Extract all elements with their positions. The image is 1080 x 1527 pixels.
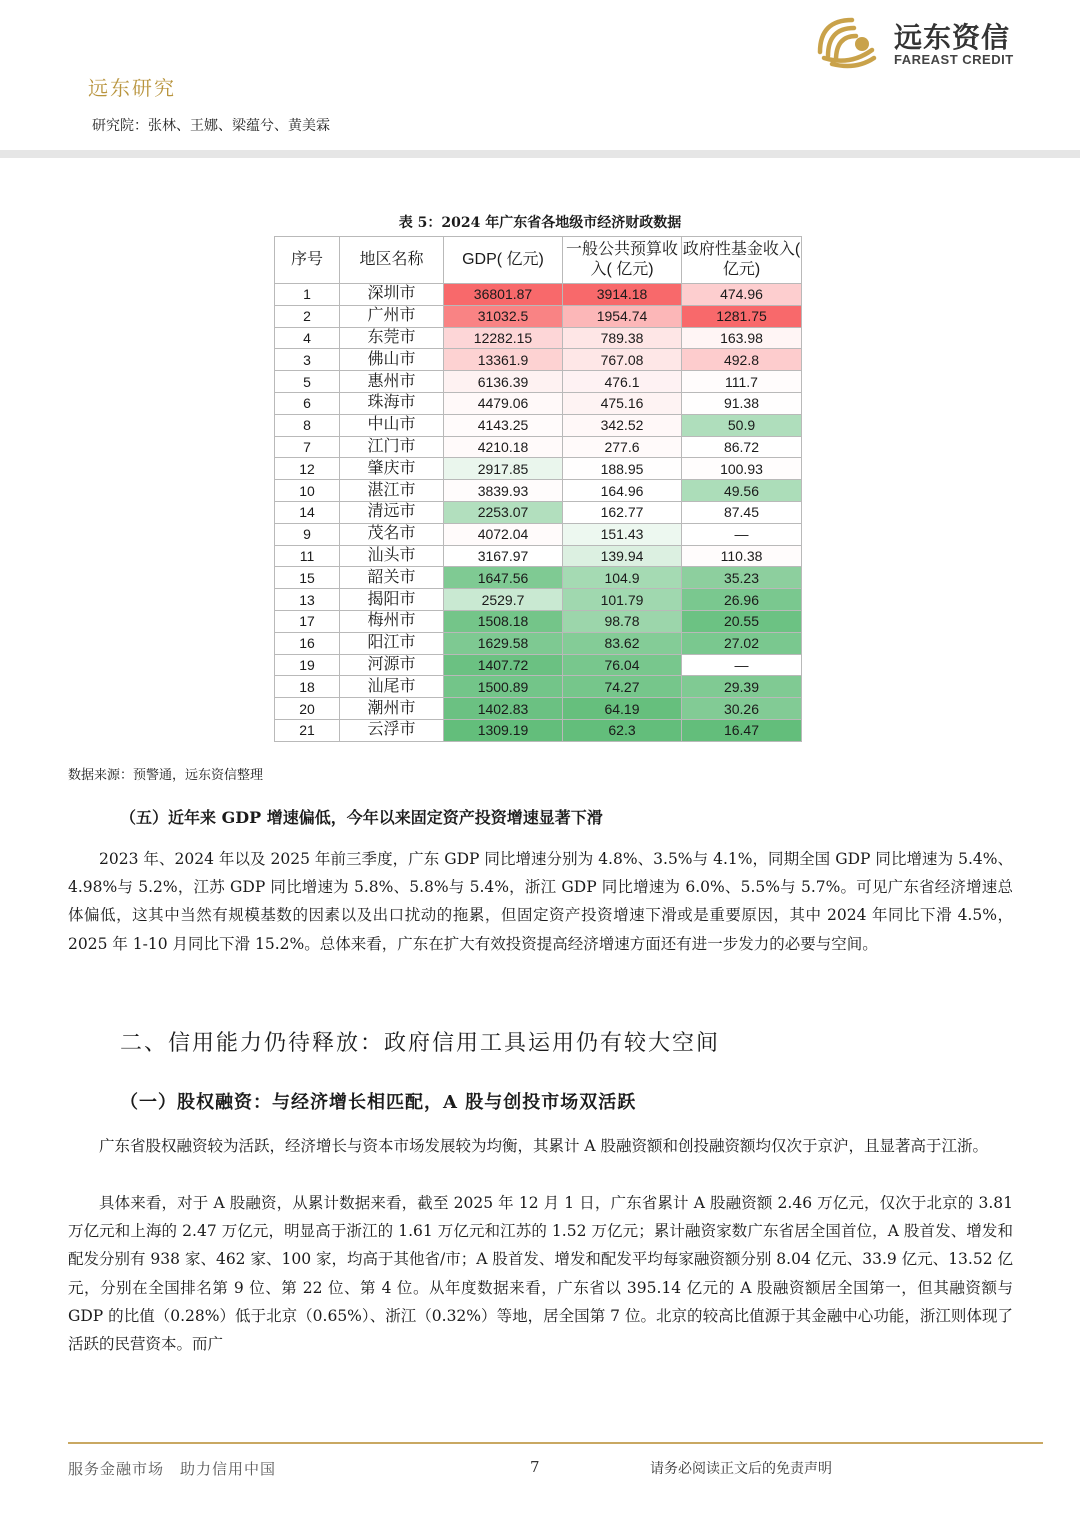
cell-no: 19	[275, 654, 340, 676]
cell-fund: —	[682, 654, 802, 676]
cell-fund: 492.8	[682, 349, 802, 371]
cell-region: 揭阳市	[340, 589, 444, 611]
subsection-heading-1: （一）股权融资：与经济增长相匹配，A 股与创投市场双活跃	[120, 1092, 637, 1113]
cell-fund: 474.96	[682, 284, 802, 306]
cell-budget: 3914.18	[563, 284, 682, 306]
cell-fund: 49.56	[682, 480, 802, 502]
paragraph-equity-detail: 具体来看，对于 A 股融资，从累计数据来看，截至 2025 年 12 月 1 日，广东省累计 A 股融资额 2.46 万亿元，仅次于北京的 3.81 万亿元和上海的 2.47 万亿元，明显高于浙江的 1.61 万亿元和江苏的 1.52 万亿元；累计融资家数广东省居全国首位，A 股首发、增发和配发分别有 938 家、462 家、100 家，均高于其他省/市；A 股首发、增发和配发平均每家融资额分别 8.04 亿元、33.9 亿元、13.52 亿元，分别在全国排名第 9 位、第 22 位、第 4 位。从年度数据来看，广东省以 395.14 亿元的 A 股融资额居全国第一，但其融资额与 GDP 的比值（0.28%）低于北京（0.65%）、浙江（0.32%）等地，居全国第 7 位。北京的较高比值源于其金融中心功能，浙江则体现了活跃的民营资本。而广	[68, 1194, 1013, 1354]
logo-text-en: FAREAST CREDIT	[894, 52, 1014, 67]
cell-no: 10	[275, 480, 340, 502]
cell-budget: 188.95	[563, 458, 682, 480]
cell-no: 11	[275, 545, 340, 567]
table-row	[275, 545, 802, 567]
cell-budget: 76.04	[563, 654, 682, 676]
table-row	[275, 458, 802, 480]
table-row	[275, 501, 802, 523]
data-source: 数据来源：预警通，远东资信整理	[68, 768, 264, 783]
cell-no: 8	[275, 414, 340, 436]
table-row	[275, 632, 802, 654]
cell-budget: 475.16	[563, 392, 682, 414]
section-name: 远东研究	[88, 76, 176, 100]
cell-no: 12	[275, 458, 340, 480]
cell-fund: 91.38	[682, 392, 802, 414]
cell-gdp: 4072.04	[444, 523, 563, 545]
cell-gdp: 1647.56	[444, 567, 563, 589]
cell-gdp: 31032.5	[444, 305, 563, 327]
cell-fund: —	[682, 523, 802, 545]
cell-region: 汕尾市	[340, 676, 444, 698]
cell-gdp: 12282.15	[444, 327, 563, 349]
cell-region: 惠州市	[340, 371, 444, 393]
economic-fiscal-table	[274, 236, 802, 742]
cell-no: 18	[275, 676, 340, 698]
cell-no: 4	[275, 327, 340, 349]
cell-region: 潮州市	[340, 698, 444, 720]
table-row	[275, 349, 802, 371]
cell-no: 20	[275, 698, 340, 720]
cell-region: 汕头市	[340, 545, 444, 567]
cell-gdp: 1402.83	[444, 698, 563, 720]
cell-fund: 29.39	[682, 676, 802, 698]
cell-gdp: 2529.7	[444, 589, 563, 611]
cell-gdp: 2253.07	[444, 501, 563, 523]
cell-no: 2	[275, 305, 340, 327]
col-header-region: 地区名称	[340, 237, 444, 284]
cell-gdp: 1508.18	[444, 610, 563, 632]
cell-budget: 342.52	[563, 414, 682, 436]
paragraph-gdp-growth: 2023 年、2024 年以及 2025 年前三季度，广东 GDP 同比增速分别为 4.8%、3.5%与 4.1%，同期全国 GDP 同比增速为 5.4%、4.98%与 5.2%，江苏 GDP 同比增速为 5.8%、5.8%与 5.4%，浙江 GDP 同比增速为 6.0%、5.5%与 5.7%。可见广东省经济增速总体偏低，这其中当然有规模基数的因素以及出口扰动的拖累，但固定资产投资增速下滑或是重要原因，其中 2024 年同比下滑 4.5%，2025 年 1-10 月同比下滑 15.2%。总体来看，广东在扩大有效投资提高经济增速方面还有进一步发力的必要与空间。	[68, 850, 1013, 953]
cell-budget: 151.43	[563, 523, 682, 545]
cell-no: 9	[275, 523, 340, 545]
cell-budget: 64.19	[563, 698, 682, 720]
cell-budget: 162.77	[563, 501, 682, 523]
cell-region: 阳江市	[340, 632, 444, 654]
cell-no: 3	[275, 349, 340, 371]
cell-budget: 476.1	[563, 371, 682, 393]
cell-region: 中山市	[340, 414, 444, 436]
cell-no: 1	[275, 284, 340, 306]
table-caption: 表 5：2024 年广东省各地级市经济财政数据	[398, 215, 682, 231]
col-header-gdp: GDP( 亿元)	[444, 237, 563, 284]
cell-no: 21	[275, 719, 340, 741]
cell-region: 珠海市	[340, 392, 444, 414]
table-row	[275, 480, 802, 502]
table-row	[275, 371, 802, 393]
cell-no: 5	[275, 371, 340, 393]
cell-no: 17	[275, 610, 340, 632]
cell-fund: 50.9	[682, 414, 802, 436]
table-row	[275, 567, 802, 589]
cell-gdp: 3839.93	[444, 480, 563, 502]
col-header-no: 序号	[275, 237, 340, 284]
cell-gdp: 4143.25	[444, 414, 563, 436]
table-row	[275, 698, 802, 720]
cell-gdp: 1407.72	[444, 654, 563, 676]
cell-budget: 62.3	[563, 719, 682, 741]
logo-text-cn: 远东资信	[894, 21, 1011, 54]
cell-gdp: 4210.18	[444, 436, 563, 458]
table-row	[275, 327, 802, 349]
cell-gdp: 1309.19	[444, 719, 563, 741]
table-row	[275, 654, 802, 676]
cell-no: 13	[275, 589, 340, 611]
cell-budget: 789.38	[563, 327, 682, 349]
cell-no: 7	[275, 436, 340, 458]
cell-gdp: 2917.85	[444, 458, 563, 480]
cell-no: 15	[275, 567, 340, 589]
cell-region: 广州市	[340, 305, 444, 327]
cell-fund: 30.26	[682, 698, 802, 720]
cell-gdp: 3167.97	[444, 545, 563, 567]
cell-gdp: 1629.58	[444, 632, 563, 654]
cell-fund: 27.02	[682, 632, 802, 654]
cell-budget: 277.6	[563, 436, 682, 458]
authors: 研究院：张林、王娜、梁蕴兮、黄美霖	[92, 118, 330, 134]
cell-region: 清远市	[340, 501, 444, 523]
footer-slogan: 服务金融市场 助力信用中国	[68, 1460, 277, 1478]
cell-budget: 74.27	[563, 676, 682, 698]
cell-fund: 16.47	[682, 719, 802, 741]
cell-gdp: 1500.89	[444, 676, 563, 698]
company-logo	[810, 10, 1050, 70]
header-divider	[0, 150, 1080, 158]
cell-fund: 1281.75	[682, 305, 802, 327]
cell-region: 深圳市	[340, 284, 444, 306]
cell-budget: 104.9	[563, 567, 682, 589]
cell-gdp: 6136.39	[444, 371, 563, 393]
cell-fund: 111.7	[682, 371, 802, 393]
cell-fund: 163.98	[682, 327, 802, 349]
page-number: 7	[530, 1458, 540, 1476]
cell-fund: 86.72	[682, 436, 802, 458]
table-row	[275, 719, 802, 741]
cell-fund: 87.45	[682, 501, 802, 523]
cell-no: 16	[275, 632, 340, 654]
col-header-fund: 政府性基金收入( 亿元)	[682, 237, 802, 284]
col-header-budget: 一般公共预算收入( 亿元)	[563, 237, 682, 284]
cell-no: 6	[275, 392, 340, 414]
fareast-logo-icon	[810, 10, 882, 70]
cell-region: 云浮市	[340, 719, 444, 741]
table-row	[275, 284, 802, 306]
subsection-heading-5: （五）近年来 GDP 增速偏低，今年以来固定资产投资增速显著下滑	[120, 808, 603, 827]
cell-region: 佛山市	[340, 349, 444, 371]
page-header	[0, 0, 1080, 150]
table-row	[275, 414, 802, 436]
table-row	[275, 589, 802, 611]
table-row	[275, 676, 802, 698]
cell-region: 肇庆市	[340, 458, 444, 480]
cell-region: 河源市	[340, 654, 444, 676]
cell-fund: 110.38	[682, 545, 802, 567]
cell-region: 梅州市	[340, 610, 444, 632]
cell-fund: 100.93	[682, 458, 802, 480]
cell-region: 韶关市	[340, 567, 444, 589]
cell-budget: 83.62	[563, 632, 682, 654]
cell-budget: 164.96	[563, 480, 682, 502]
cell-budget: 101.79	[563, 589, 682, 611]
table-row	[275, 523, 802, 545]
cell-budget: 1954.74	[563, 305, 682, 327]
cell-gdp: 4479.06	[444, 392, 563, 414]
cell-no: 14	[275, 501, 340, 523]
table-row	[275, 610, 802, 632]
cell-fund: 20.55	[682, 610, 802, 632]
cell-fund: 26.96	[682, 589, 802, 611]
table-header-row	[275, 237, 802, 284]
footer-divider	[68, 1442, 1043, 1444]
cell-fund: 35.23	[682, 567, 802, 589]
cell-gdp: 36801.87	[444, 284, 563, 306]
cell-region: 茂名市	[340, 523, 444, 545]
cell-budget: 767.08	[563, 349, 682, 371]
cell-gdp: 13361.9	[444, 349, 563, 371]
cell-region: 江门市	[340, 436, 444, 458]
cell-region: 东莞市	[340, 327, 444, 349]
cell-budget: 98.78	[563, 610, 682, 632]
cell-region: 湛江市	[340, 480, 444, 502]
cell-budget: 139.94	[563, 545, 682, 567]
footer-disclaimer: 请务必阅读正文后的免责声明	[650, 1461, 832, 1477]
paragraph-equity-summary: 广东省股权融资较为活跃，经济增长与资本市场发展较为均衡，其累计 A 股融资额和创投融资额均仅次于京沪，且显著高于江浙。	[99, 1137, 989, 1155]
section-heading-2: 二、信用能力仍待释放：政府信用工具运用仍有较大空间	[120, 1031, 721, 1056]
table-body	[275, 284, 802, 742]
table-row	[275, 305, 802, 327]
table-row	[275, 392, 802, 414]
table-row	[275, 436, 802, 458]
